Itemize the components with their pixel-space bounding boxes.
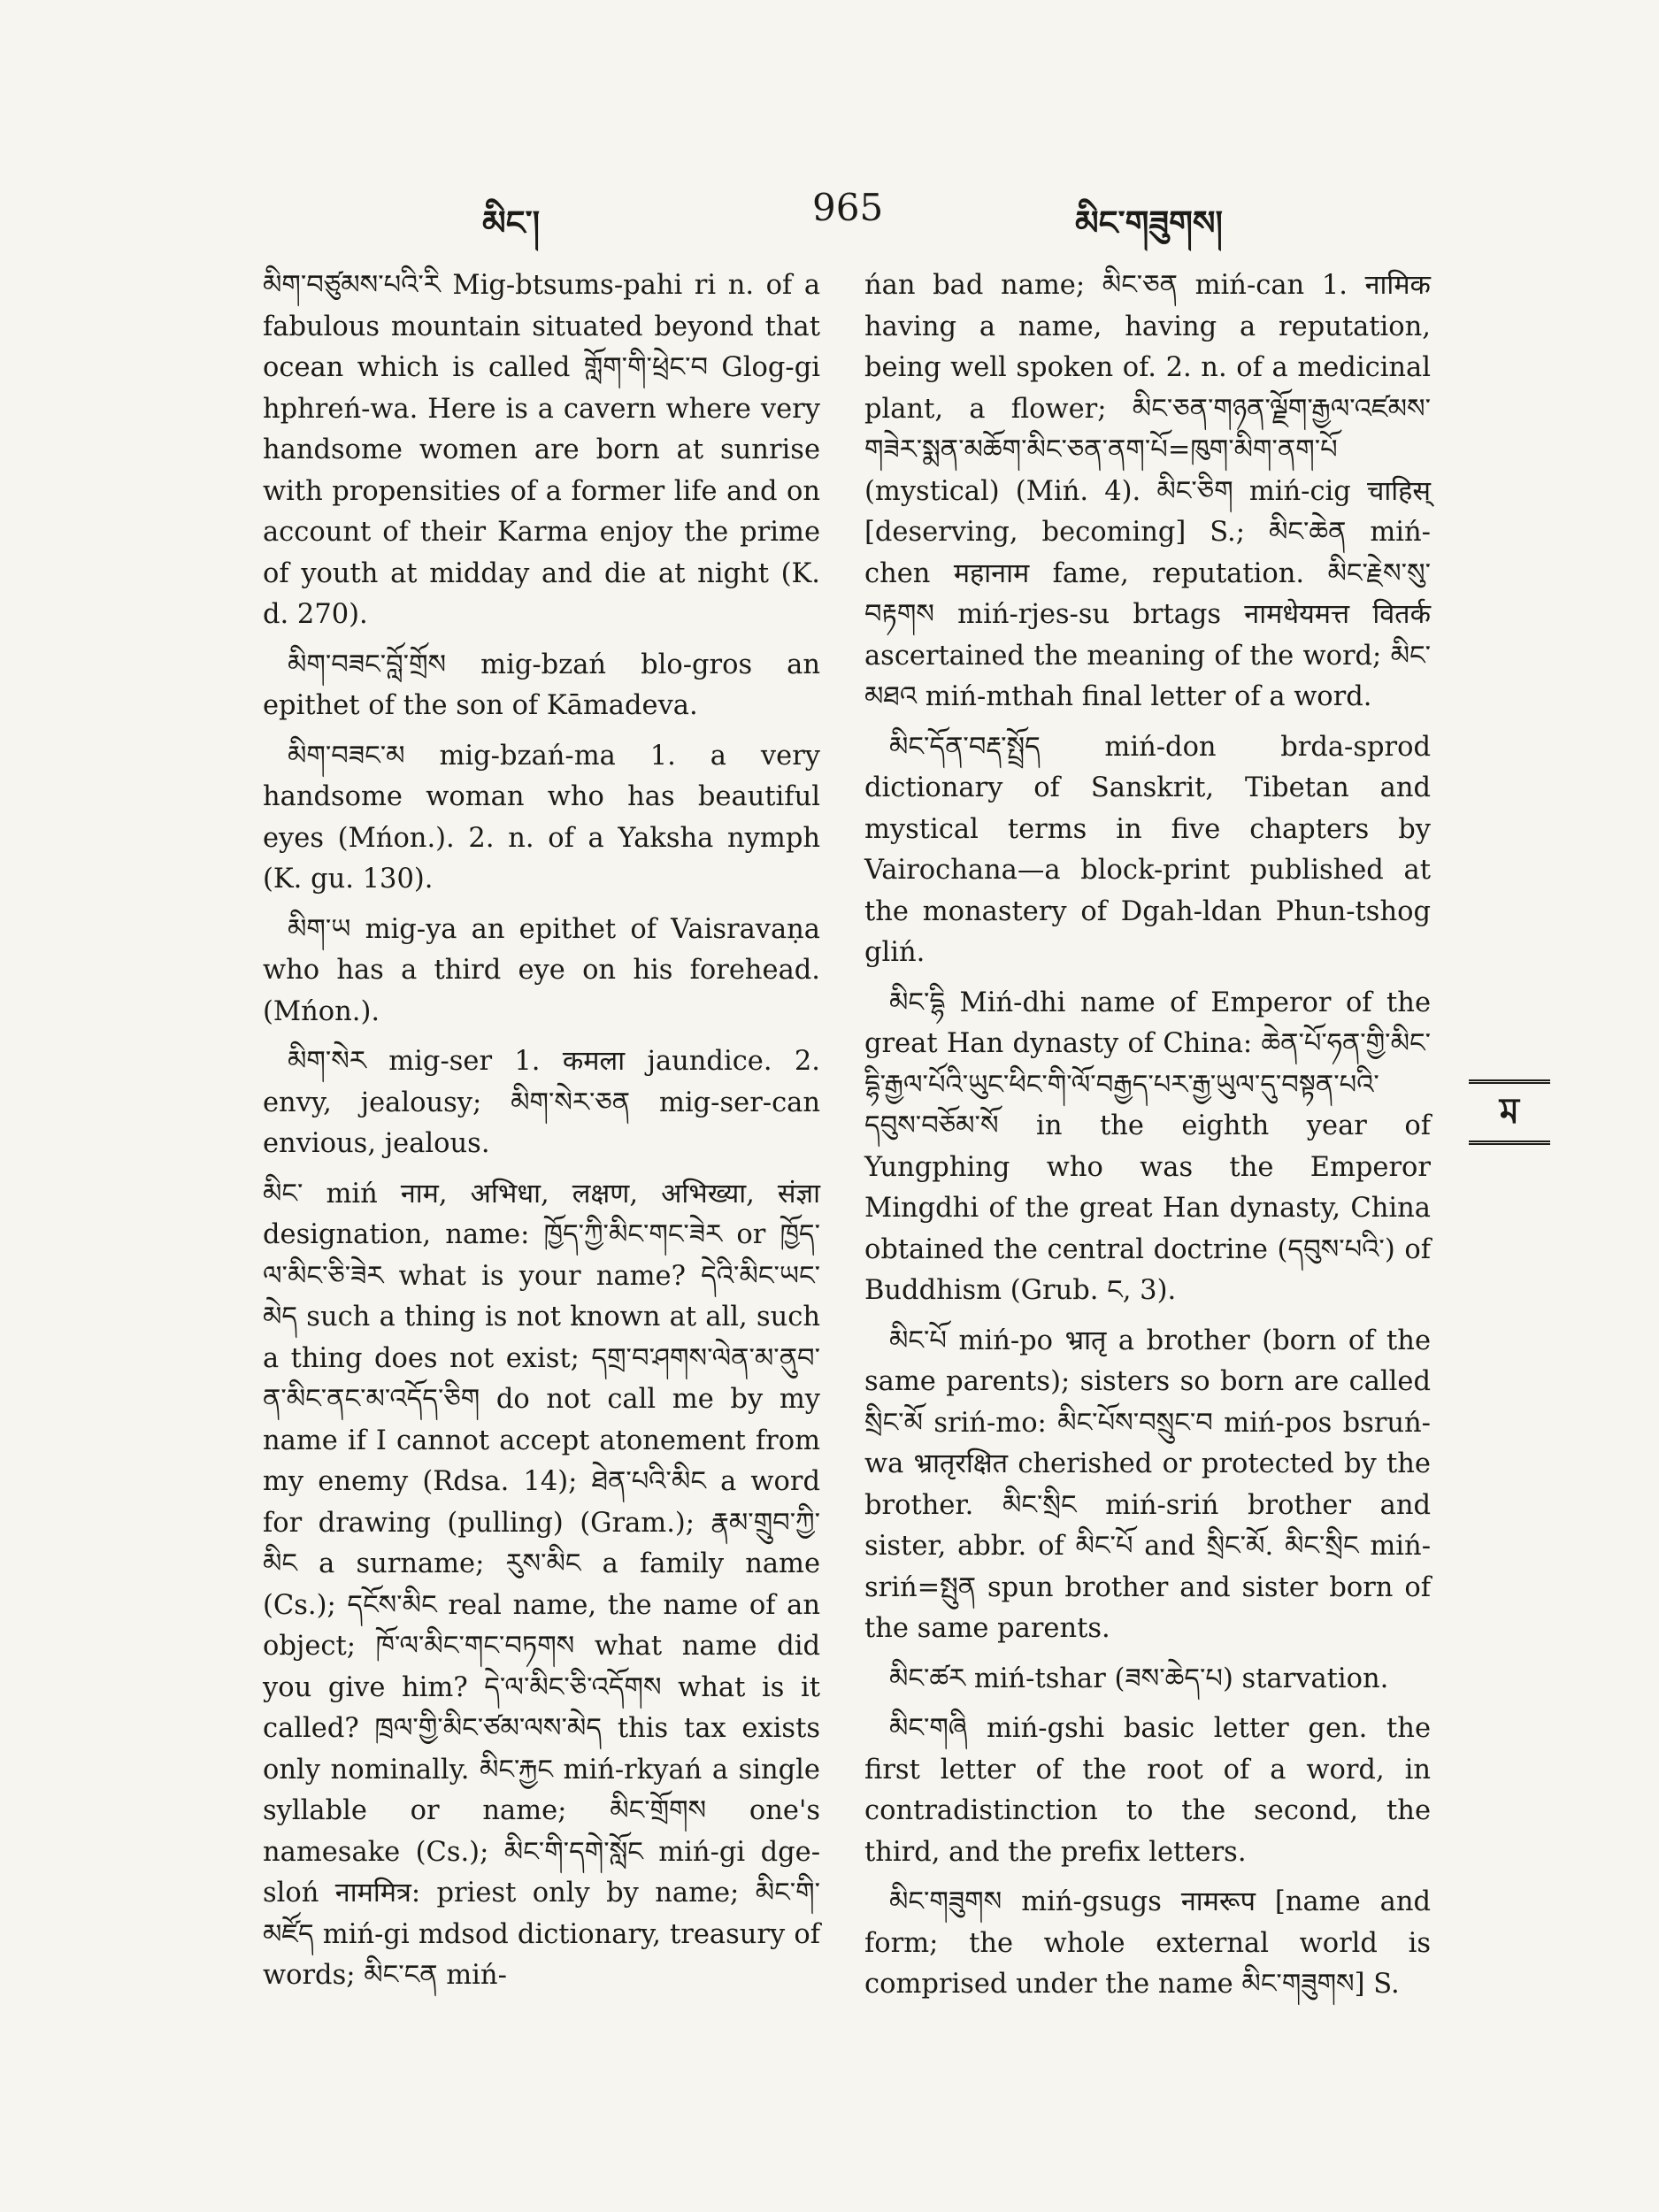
entry-min-headword: མིང་ miń नाम, अभिधा, लक्षण, अभिख्या, संज्ञा designation, name: ཁྱོད་ཀྱི་མིང་གང་ཟེར or ཁྱོད་ལ་མིང་ཅི་ཟེར what is your name? དེའི་མིང་ཡང་མེད such a thing is not known at all, such a thing does not exist; དགྲ་བ་ཤགས་ལེན་མ་ནུབ་ན་མིང་ནང་མ་འདོད་ཅིག do not call me by my name if I cannot accept atonement from my enemy (Rdsa. 14); ཐེན་པའི་མིང a word for drawing (pulling) (Gram.); རྣམ་གྲུབ་ཀྱི་མིང a surname; རུས་མིང a family name (Cs.); དངོས་མིང real name, the name of an object; ཁོ་ལ་མིང་གང་བཏགས what name did you give him? དེ་ལ་མིང་ཅི་འདོགས what is it called? ཁྲལ་གྱི་མིང་ཙམ་ལས་མེད this tax exists only nominally. མིང་རྐྱང miń-rkyań a single syllable or name; མིང་གྲོགས one's namesake (Cs.); མིང་གི་དགེ་སློང miń-gi dge-sloń नाममित्र: priest only by name; མིང་གི་མཛོད miń-gi mdsod dictionary, treasury of words; མིང་ངན miń- <box>263 1178 820 1991</box>
entry-min-don-brda-sprod: མིང་དོན་བརྡ་སྤྲོད miń-don brda-sprod dictionary of Sanskrit, Tibetan and mystical terms in five chapters by Vairochana—a block-print published at the monastery of Dgah-ldan Phun-tshog gliń. <box>864 731 1431 968</box>
entry-mig-bzan-ma: མིག་བཟང་མ mig-bzań-ma 1. a very handsome woman who has beautiful eyes (Mńon.). 2. n. of a Yaksha nymph (K. gu. 130). <box>263 740 820 895</box>
right-column <box>864 265 1431 2015</box>
entry-min-tshar: མིང་ཚར miń-tshar (ཟས་ཆེད་པ) starvation. <box>889 1663 1389 1694</box>
entry-min-continued: ńan bad name; མིང་ཅན miń-can 1. नामिक having a name, having a reputation, being well spoken of. 2. n. of a medicinal plant, a flower; མིང་ཅན་གཉན་ལྗོག་རྒྱལ་འཛམས་གཟེར་སྨན་མཆོག་མིང་ཅན་ནག་པོ=ཁུག་མིག་ནག་པོ (mystical) (Miń. 4). མིང་ཅིག miń-cig चाहिस् [deserving, becoming] S.; མིང་ཆེན miń-chen महानाम fame, reputation. མིང་རྗེས་སུ་བརྟགས miń-rjes-su brtags नामधेयमत्त वितर्क ascertained the meaning of the word; མིང་མཐའ miń-mthah final letter of a word. <box>864 270 1431 712</box>
thumb-index-mark: ম <box>1469 1079 1550 1145</box>
running-head-right: མིང་གཟུགས། <box>1075 203 1223 242</box>
entry-min-dhi: མིང་དྷི Miń-dhi name of Emperor of the great Han dynasty of China: ཆེན་པོ་ཧན་གྱི་མིང་དྷི་རྒྱལ་པོའི་ཡུང་ཕིང་གི་ལོ་བརྒྱད་པར་རྒྱ་ཡུལ་དུ་བསྟན་པའི་དབུས་བཅོམ་སོ in the eighth year of Yungphing who was the Emperor Mingdhi of the great Han dynasty, China obtained the central doctrine (དབུས་པའི་) of Buddhism (Grub. ང, 3). <box>864 987 1431 1306</box>
running-head-left: མིང་། <box>482 203 541 242</box>
entry-min-gsugs: མིང་གཟུགས miń-gsugs नामरूप [name and form; the whole external world is comprised under the name མིང་གཟུགས] S. <box>864 1886 1431 2000</box>
entry-mig-btsums-pahi-ri: མིག་བཙུམས་པའི་རི Mig-btsums-pahi ri n. of a fabulous mountain situated beyond that ocean which is called གློག་གི་ཕྲེང་བ Glog-gi hphreń-wa. Here is a cavern where very handsome women are born at sunrise with propensities of a former life and on account of their Karma enjoy the prime of youth at midday and die at night (K. d. 270). <box>263 270 820 630</box>
entry-min-po: མིང་པོ miń-po भ्रातृ a brother (born of the same parents); sisters so born are called སྲིང་མོ sriń-mo: མིང་པོས་བསྲུང་བ miń-pos bsruń-wa भ्रातृरक्षित cherished or protected by the brother. མིང་སྲིང miń-sriń brother and sister, abbr. of མིང་པོ and སྲིང་མོ. མིང་སྲིང miń-sriń=སྤུན spun brother and sister born of the same parents. <box>864 1325 1431 1644</box>
page-number: 965 <box>812 186 884 229</box>
entry-mig-ya: མིག་ཡ mig-ya an epithet of Vaisravaṇa who has a third eye on his forehead. (Mńon.). <box>263 913 820 1027</box>
entry-mig-ser: མིག་སེར mig-ser 1. कमला jaundice. 2. envy, jealousy; མིག་སེར་ཅན mig-ser-can envious, jealous. <box>263 1046 820 1159</box>
entry-min-gshi: མིང་གཞི miń-gshi basic letter gen. the first letter of the root of a word, in contradistinction to the second, the third, and the prefix letters. <box>864 1713 1431 1868</box>
left-column <box>263 265 820 2006</box>
entry-mig-bzan-blo-gros: མིག་བཟང་བློ་གྲོས mig-bzań blo-gros an epithet of the son of Kāmadeva. <box>263 649 820 721</box>
